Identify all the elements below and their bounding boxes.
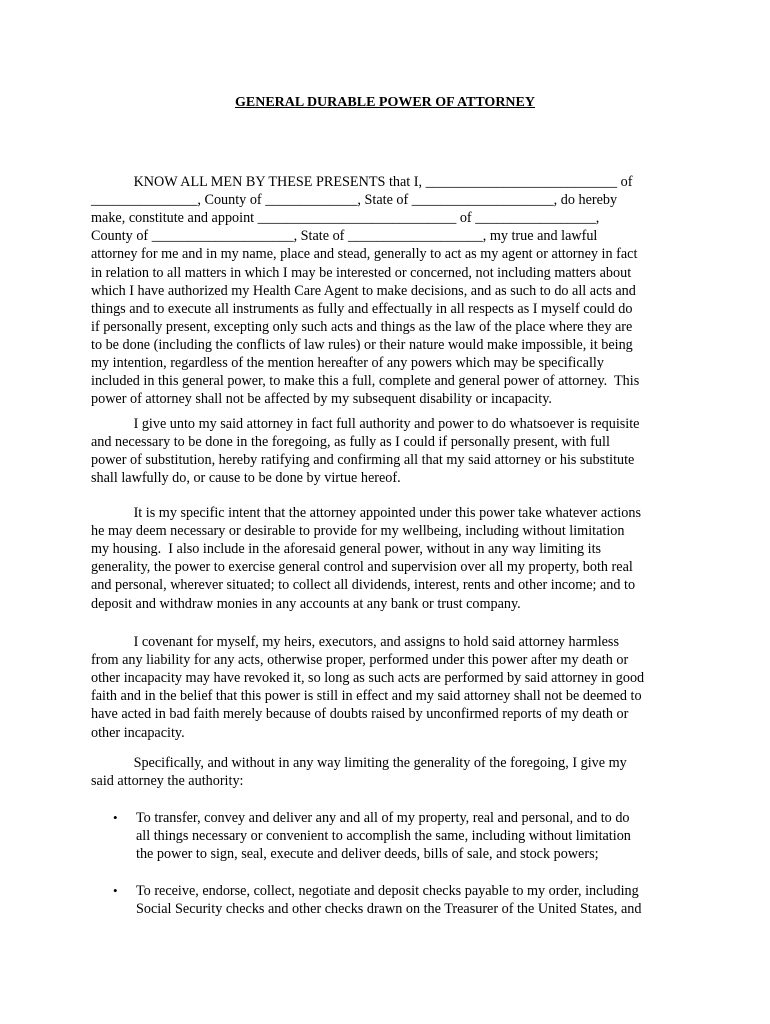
paragraph-4-line: other incapacity.: [91, 724, 185, 741]
paragraph-1-line: to be done (including the conflicts of law rules) or their nature would make impossible, it being: [91, 336, 633, 353]
paragraph-2-line: and necessary to be done in the foregoing, as fully as I could if personally present, with full: [91, 434, 610, 451]
paragraph-1-line: things and to execute all instruments as fully and effectually in all respects as I myself could do: [91, 300, 633, 317]
bullet-1-line: all things necessary or convenient to accomplish the same, including without limitation: [136, 828, 631, 845]
paragraph-1-line: which I have authorized my Health Care Agent to make decisions, and as such to do all acts and: [91, 282, 636, 299]
paragraph-4-line: faith and in the belief that this power is still in effect and my said attorney shall not be deemed to: [91, 688, 642, 705]
bullet-icon: •: [113, 810, 118, 825]
paragraph-4-line: other incapacity may have revoked it, so long as such acts are performed by said attorney in good: [91, 670, 645, 687]
paragraph-1-line: power of attorney shall not be affected by my subsequent disability or incapacity.: [91, 391, 552, 408]
paragraph-1-line: if personally present, excepting only such acts and things as the law of the place where they are: [91, 318, 633, 335]
bullet-1-line: the power to sign, seal, execute and deliver deeds, bills of sale, and stock powers;: [136, 846, 599, 863]
paragraph-1-line: in relation to all matters in which I may be interested or concerned, not including matters about: [91, 264, 632, 281]
paragraph-1-line: make, constitute and appoint ____________________________ of _________________,: [91, 210, 600, 227]
paragraph-3-line: my housing. I also include in the aforesaid general power, without in any way limiting its: [91, 541, 602, 558]
paragraph-2-line: I give unto my said attorney in fact full authority and power to do whatsoever is requisite: [91, 416, 640, 432]
bullet-2-line: Social Security checks and other checks drawn on the Treasurer of the United States, and: [136, 901, 642, 918]
paragraph-5-line: Specifically, and without in any way limiting the generality of the foregoing, I give my: [91, 755, 627, 771]
paragraph-2-line: power of substitution, hereby ratifying and confirming all that my said attorney or his substitute: [91, 452, 635, 469]
paragraph-1-line: attorney for me and in my name, place and stead, generally to act as my agent or attorney in fact: [91, 246, 638, 263]
paragraph-1-line: County of ____________________, State of ___________________, my true and lawful: [91, 228, 598, 245]
document-title: GENERAL DURABLE POWER OF ATTORNEY: [234, 95, 535, 110]
paragraph-3-line: and personal, wherever situated; to collect all dividends, interest, rents and other income; and to: [91, 577, 636, 594]
bullet-icon: •: [113, 883, 118, 898]
paragraph-4-line: from any liability for any acts, otherwise proper, performed under this power after my death or: [91, 652, 629, 669]
paragraph-4-line: have acted in bad faith merely because of doubts raised by unconfirmed reports of my death or: [91, 706, 629, 723]
paragraph-4-line: I covenant for myself, my heirs, executors, and assigns to hold said attorney harmless: [91, 634, 619, 650]
paragraph-1-line: KNOW ALL MEN BY THESE PRESENTS that I, ___________________________ of: [91, 174, 633, 190]
paragraph-1-line: included in this general power, to make this a full, complete and general power of attorney. This: [91, 373, 640, 390]
bullet-2-line: To receive, endorse, collect, negotiate and deposit checks payable to my order, including: [136, 883, 639, 899]
paragraph-3-line: generality, the power to exercise general control and supervision over all my property, both real: [91, 559, 633, 576]
paragraph-2-line: shall lawfully do, or cause to be done by virtue hereof.: [91, 470, 401, 487]
paragraph-1-line: my intention, regardless of the mention hereafter of any powers which may be specifically: [91, 355, 604, 371]
paragraph-5-line: said attorney the authority:: [91, 773, 244, 790]
paragraph-3-line: he may deem necessary or desirable to provide for my wellbeing, including without limitation: [91, 523, 625, 540]
paragraph-3-line: It is my specific intent that the attorney appointed under this power take whatever actions: [91, 505, 642, 521]
bullet-1-line: To transfer, convey and deliver any and all of my property, real and personal, and to do: [136, 810, 630, 826]
paragraph-3-line: deposit and withdraw monies in any accounts at any bank or trust company.: [91, 595, 521, 612]
paragraph-1-line: _______________, County of _____________, State of ____________________, do hereby: [91, 192, 618, 209]
